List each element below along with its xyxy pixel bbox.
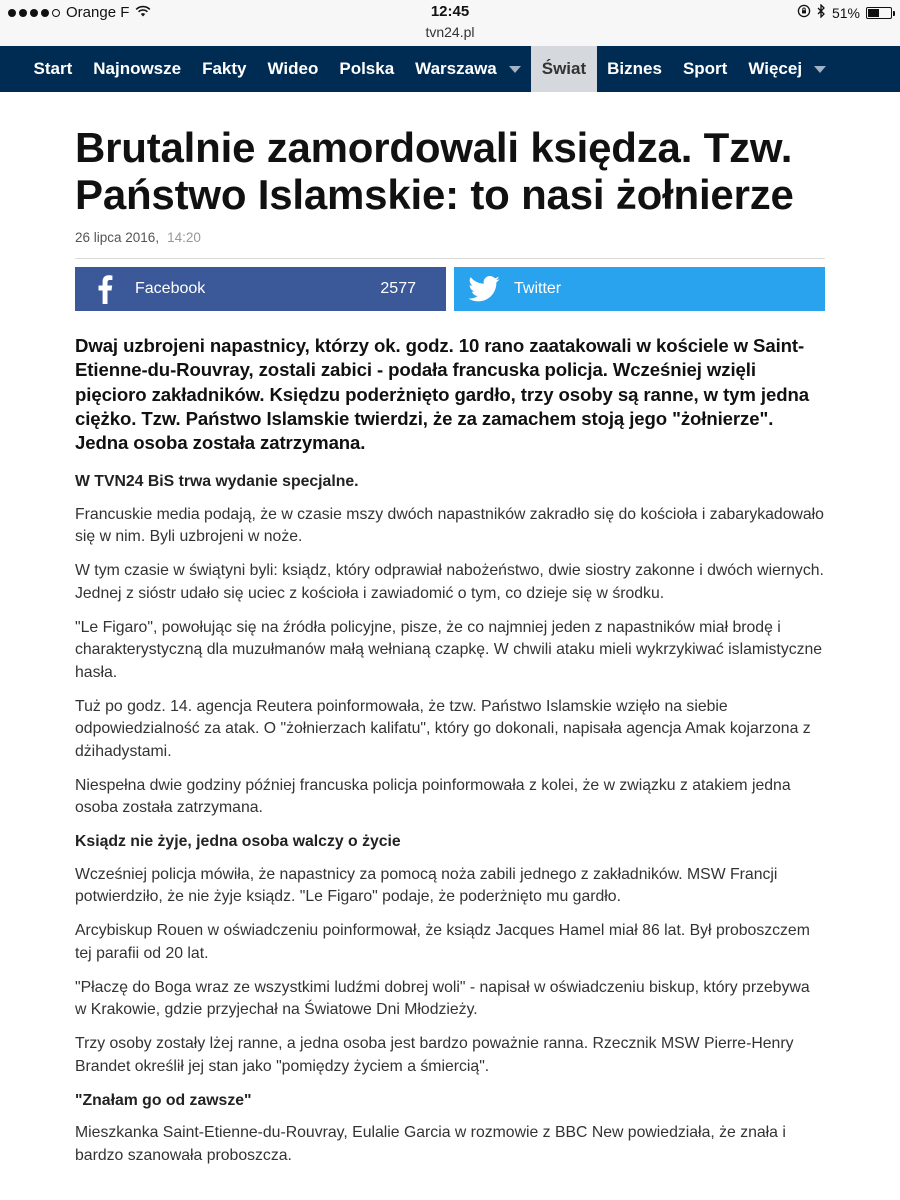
article-paragraph: Wcześniej policja mówiła, że napastnicy za pomocą noża zabili jednego z zakładników. MSW Francji potwierdziło, że nie żyje ksiądz. "Le Figaro" podaje, że poderżnięto mu gardło. bbox=[75, 865, 778, 906]
article-body bbox=[75, 471, 825, 1167]
nav-item-najnowsze[interactable] bbox=[83, 46, 192, 92]
article-paragraph: "Płaczę do Boga wraz ze wszystkimi ludźmi dobrej woli" - napisał w oświadczeniu biskup, który przebywa w Krakowie, gdzie przyjechał na Światowe Dni Młodzieży. bbox=[75, 978, 810, 1019]
nav-item-świat[interactable] bbox=[531, 46, 596, 92]
nav-item-label: Fakty bbox=[202, 59, 247, 78]
nav-item-label: Wideo bbox=[267, 59, 319, 78]
facebook-share-button[interactable] bbox=[75, 267, 446, 311]
twitter-label: Twitter bbox=[514, 280, 562, 297]
nav-item-label: Więcej bbox=[748, 59, 803, 78]
special-edition-note: W TVN24 BiS trwa wydanie specjalne. bbox=[75, 473, 359, 491]
share-bar bbox=[75, 267, 825, 311]
nav-item-fakty[interactable] bbox=[192, 46, 257, 92]
facebook-share-count: 2577 bbox=[380, 280, 416, 297]
bluetooth-icon bbox=[817, 4, 826, 21]
chevron-down-icon[interactable] bbox=[509, 66, 521, 73]
nav-item-label: Sport bbox=[682, 59, 728, 78]
facebook-label: Facebook bbox=[135, 280, 206, 297]
nav-item-polska[interactable] bbox=[329, 46, 405, 92]
section-heading: Ksiądz nie żyje, jedna osoba walczy o życie bbox=[75, 833, 401, 851]
nav-item-label: Polska bbox=[339, 59, 395, 78]
status-bar bbox=[0, 0, 900, 46]
article-paragraph: Niespełna dwie godziny później francuska policja poinformowała z kolei, że w związku z atakiem jedna osoba została zatrzymana. bbox=[75, 776, 791, 817]
nav-item-więcej[interactable] bbox=[738, 46, 837, 92]
chevron-down-icon[interactable] bbox=[814, 66, 826, 73]
nav-item-label: Biznes bbox=[607, 59, 662, 78]
nav-item-biznes[interactable] bbox=[597, 46, 673, 92]
facebook-icon bbox=[75, 274, 135, 304]
article-paragraph: Arcybiskup Rouen w oświadczeniu poinformował, że ksiądz Jacques Hamel miał 86 lat. Był proboszczem tej parafii od 20 lat. bbox=[75, 922, 810, 962]
battery-icon bbox=[866, 7, 892, 19]
twitter-icon bbox=[454, 276, 514, 302]
section-heading: "Znałam go od zawsze" bbox=[75, 1091, 252, 1109]
article-paragraph: Francuskie media podają, że w czasie mszy dwóch napastników zakradło się do kościoła i zabarykadowało się w nim. Byli uzbrojeni w noże. bbox=[75, 505, 824, 546]
address-bar-url[interactable]: tvn24.pl bbox=[425, 24, 475, 40]
article-paragraph: W tym czasie w świątyni byli: ksiądz, który odprawiał nabożeństwo, dwie siostry zakonne i dwóch wiernych. Jednej z sióstr udało się uciec z kościoła i zawiadomić o tym, co dzieje się w środku. bbox=[75, 562, 824, 602]
twitter-share-button[interactable] bbox=[454, 267, 825, 311]
article-paragraph: Mieszkanka Saint-Etienne-du-Rouvray, Eulalie Garcia w rozmowie z BBC New powiedziała, że znała i bardzo szanowała proboszcza. bbox=[75, 1124, 786, 1164]
nav-item-label: Świat bbox=[541, 59, 587, 78]
nav-item-label: Warszawa bbox=[415, 59, 497, 78]
article-time: 14:20 bbox=[167, 230, 201, 245]
nav-item-sport[interactable] bbox=[672, 46, 737, 92]
article-title: Brutalnie zamordowali księdza. Tzw. Państwo Islamskie: to nasi żołnierze bbox=[75, 124, 794, 218]
carrier-name: Orange F bbox=[66, 4, 130, 21]
divider bbox=[75, 258, 825, 259]
article bbox=[75, 125, 825, 1179]
nav-item-wideo[interactable] bbox=[257, 46, 329, 92]
main-navigation bbox=[0, 46, 900, 92]
article-paragraph: Trzy osoby zostały lżej ranne, a jedna osoba jest bardzo poważnie ranna. Rzecznik MSW Pierre-Henry Brandet określił jej stan jako "pomiędzy życiem a śmiercią". bbox=[75, 1035, 794, 1075]
battery-percent: 51% bbox=[831, 4, 860, 21]
article-meta bbox=[75, 230, 825, 248]
nav-item-start[interactable] bbox=[23, 46, 83, 92]
article-lead: Dwaj uzbrojeni napastnicy, którzy ok. godz. 10 rano zaatakowali w kościele w Saint-Etienne-du-Rouvray, zostali zabici - podała francuska policja. Wcześniej wzięli pięcioro zakładników. Księdzu poderżnięto gardło, trzy osoby są ranne, w tym jedna ciężko. Tzw. Państwo Islamskie twierdzi, że za zamachem stoją jego "żołnierze". Jedna osoba została zatrzymana. bbox=[75, 335, 809, 454]
article-paragraph: Tuż po godz. 14. agencja Reutera poinformowała, że tzw. Państwo Islamskie wzięło na siebie odpowiedzialność za atak. O "żołnierzach kalifatu", który go dokonali, napisała agencja Amak kojarzona z dżihadystami. bbox=[75, 697, 811, 760]
clock: 12:45 bbox=[430, 3, 470, 20]
nav-item-label: Start bbox=[33, 59, 73, 78]
rotation-lock-icon bbox=[797, 4, 811, 21]
article-date: 26 lipca 2016, bbox=[75, 230, 160, 245]
nav-item-label: Najnowsze bbox=[93, 59, 182, 78]
status-right bbox=[797, 4, 892, 21]
nav-item-warszawa[interactable] bbox=[405, 46, 532, 92]
article-paragraph: "Le Figaro", powołując się na źródła policyjne, pisze, że co najmniej jeden z napastników miał brodę i charakterystyczną dla muzułmanów małą wełnianą czapkę. W chwili ataku mieli wykrzykiwać islamistyczne hasła. bbox=[75, 618, 823, 681]
